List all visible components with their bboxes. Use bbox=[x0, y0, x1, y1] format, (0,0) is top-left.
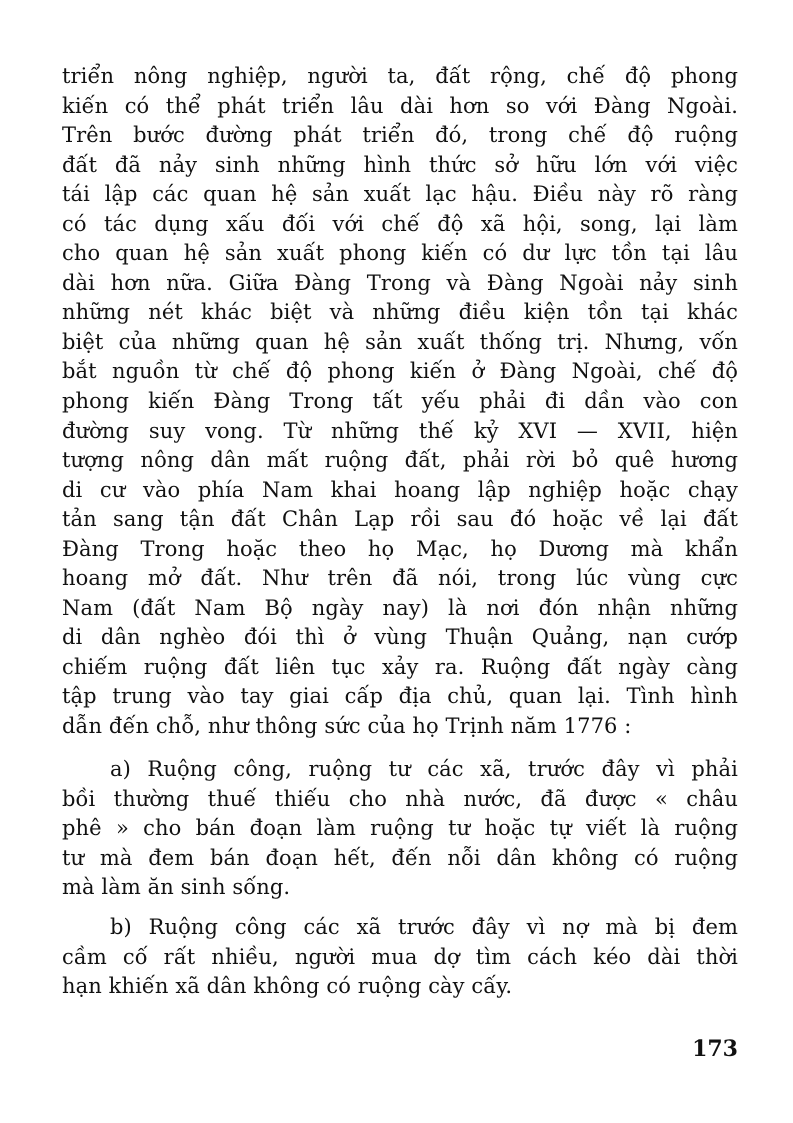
text-line: phê » cho bán đoạn làm ruộng tư hoặc tự viết là ruộng bbox=[62, 816, 738, 841]
page-number: 173 bbox=[692, 1036, 738, 1062]
text-line: cho quan hệ sản xuất phong kiến có dư lực tồn tại lâu bbox=[62, 241, 738, 266]
paragraph-main bbox=[62, 62, 738, 742]
text-line: cầm cố rất nhiều, người mua dợ tìm cách kéo dài thời bbox=[62, 944, 738, 969]
text-line: tập trung vào tay giai cấp địa chủ, quan lại. Tình hình bbox=[62, 684, 738, 709]
text-line: có tác dụng xấu đối với chế độ xã hội, song, lại làm bbox=[62, 211, 738, 236]
text-line: a) Ruộng công, ruộng tư các xã, trước đây vì phải bbox=[110, 757, 738, 781]
text-line: Trên bước đường phát triển đó, trong chế độ ruộng bbox=[62, 123, 738, 148]
text-line: tư mà đem bán đoạn hết, đến nỗi dân không có ruộng bbox=[62, 845, 738, 870]
text-line: Đàng Trong hoặc theo họ Mạc, họ Dương mà khẩn bbox=[62, 536, 738, 561]
text-line: biệt của những quan hệ sản xuất thống trị. Nhưng, vốn bbox=[62, 329, 738, 354]
text-line: tái lập các quan hệ sản xuất lạc hậu. Điều này rõ ràng bbox=[62, 182, 738, 207]
text-line: đường suy vong. Từ những thế kỷ XVI — XVII, hiện bbox=[62, 418, 738, 443]
text-line: mà làm ăn sinh sống. bbox=[62, 875, 291, 900]
text-line: triển nông nghiệp, người ta, đất rộng, chế độ phong bbox=[62, 64, 738, 88]
text-line: tượng nông dân mất ruộng đất, phải rời bỏ quê hương bbox=[62, 448, 738, 473]
text-line: hạn khiến xã dân không có ruộng cày cấy. bbox=[62, 974, 513, 999]
text-line: dẫn đến chỗ, như thông sức của họ Trịnh năm 1776 : bbox=[62, 714, 632, 739]
text-line: bồi thường thuế thiếu cho nhà nước, đã được « châu bbox=[62, 786, 738, 811]
text-line: di dân nghèo đói thì ở vùng Thuận Quảng, nạn cướp bbox=[62, 625, 738, 650]
text-line: phong kiến Đàng Trong tất yếu phải đi dần vào con bbox=[62, 389, 738, 414]
paragraph-item-b bbox=[62, 913, 738, 1002]
text-line: đất đã nảy sinh những hình thức sở hữu lớn với việc bbox=[62, 152, 738, 177]
paragraph-item-a bbox=[62, 755, 738, 903]
text-line: hoang mở đất. Như trên đã nói, trong lúc vùng cực bbox=[62, 566, 738, 591]
text-line: dài hơn nữa. Giữa Đàng Trong và Đàng Ngoài nảy sinh bbox=[62, 270, 738, 295]
text-line: chiếm ruộng đất liên tục xảy ra. Ruộng đất ngày càng bbox=[62, 654, 738, 679]
text-line: những nét khác biệt và những điều kiện tồn tại khác bbox=[62, 300, 738, 325]
text-line: tản sang tận đất Chân Lạp rồi sau đó hoặc về lại đất bbox=[62, 507, 738, 532]
text-line: b) Ruộng công các xã trước đây vì nợ mà bị đem bbox=[110, 915, 738, 939]
text-line: kiến có thể phát triển lâu dài hơn so với Đàng Ngoài. bbox=[62, 93, 738, 118]
text-line: di cư vào phía Nam khai hoang lập nghiệp hoặc chạy bbox=[62, 477, 738, 502]
text-line: bắt nguồn từ chế độ phong kiến ở Đàng Ngoài, chế độ bbox=[62, 359, 738, 384]
text-line: Nam (đất Nam Bộ ngày nay) là nơi đón nhận những bbox=[62, 595, 738, 620]
